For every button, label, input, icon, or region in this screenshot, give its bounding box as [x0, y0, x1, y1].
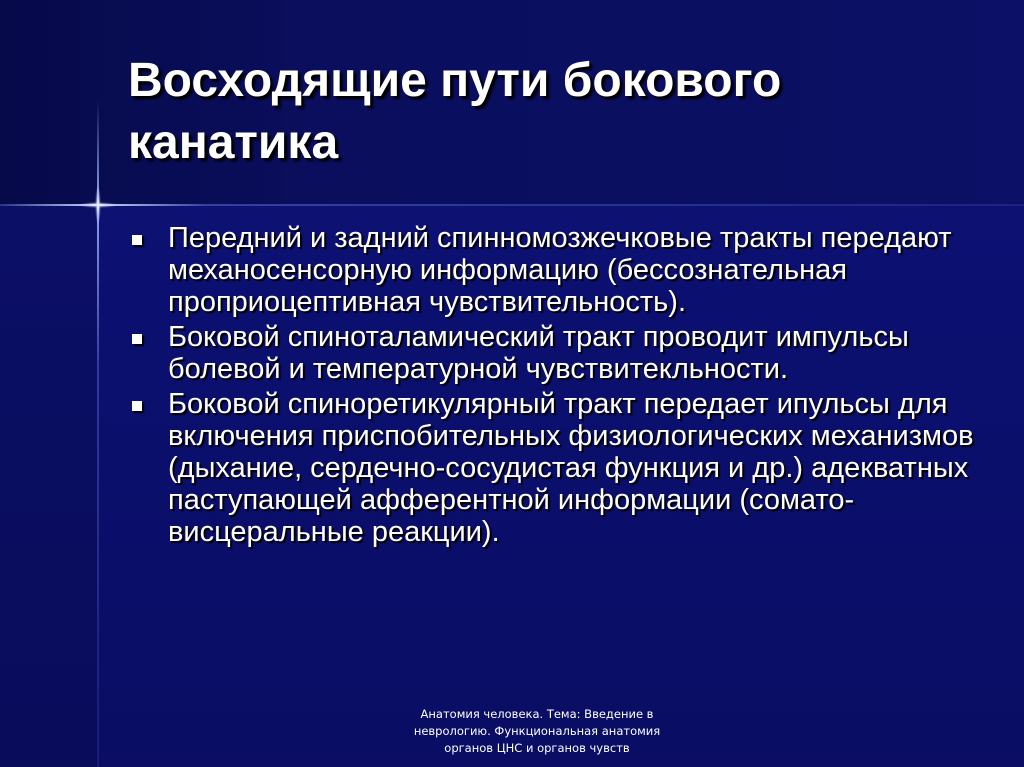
slide-footer: Анатомия человека. Тема: Введение в неврологию. Функциональная анатомия органов ЦНС и органов чувств	[413, 707, 661, 755]
square-bullet-icon	[132, 235, 142, 245]
horizontal-accent-line	[0, 204, 1024, 206]
left-panel	[0, 205, 98, 767]
bullet-item	[128, 321, 988, 385]
bullet-item	[128, 388, 988, 548]
square-bullet-icon	[132, 334, 142, 344]
bullet-item	[128, 222, 988, 318]
bullet-list	[128, 222, 988, 551]
vertical-accent-line	[97, 100, 99, 767]
square-bullet-icon	[132, 401, 142, 411]
bullet-text: Боковой спиноталамический тракт проводит импульсы болевой и температурной чувствитекльности.	[168, 321, 909, 385]
bullet-text: Передний и задний спинномозжечковые тракты передают механосенсорную информацию (бессознательная проприоцептивная чувствительность).	[168, 222, 952, 318]
bullet-text: Боковой спиноретикулярный тракт передает ипульсы для включения приспобительных физиологических механизмов (дыхание, сердечно-сосудистая функция и др.) адекватных паступающей афферентной информации (сомато-висцеральные реакции).	[168, 388, 974, 548]
slide-title: Восходящие пути бокового канатика	[128, 54, 782, 169]
